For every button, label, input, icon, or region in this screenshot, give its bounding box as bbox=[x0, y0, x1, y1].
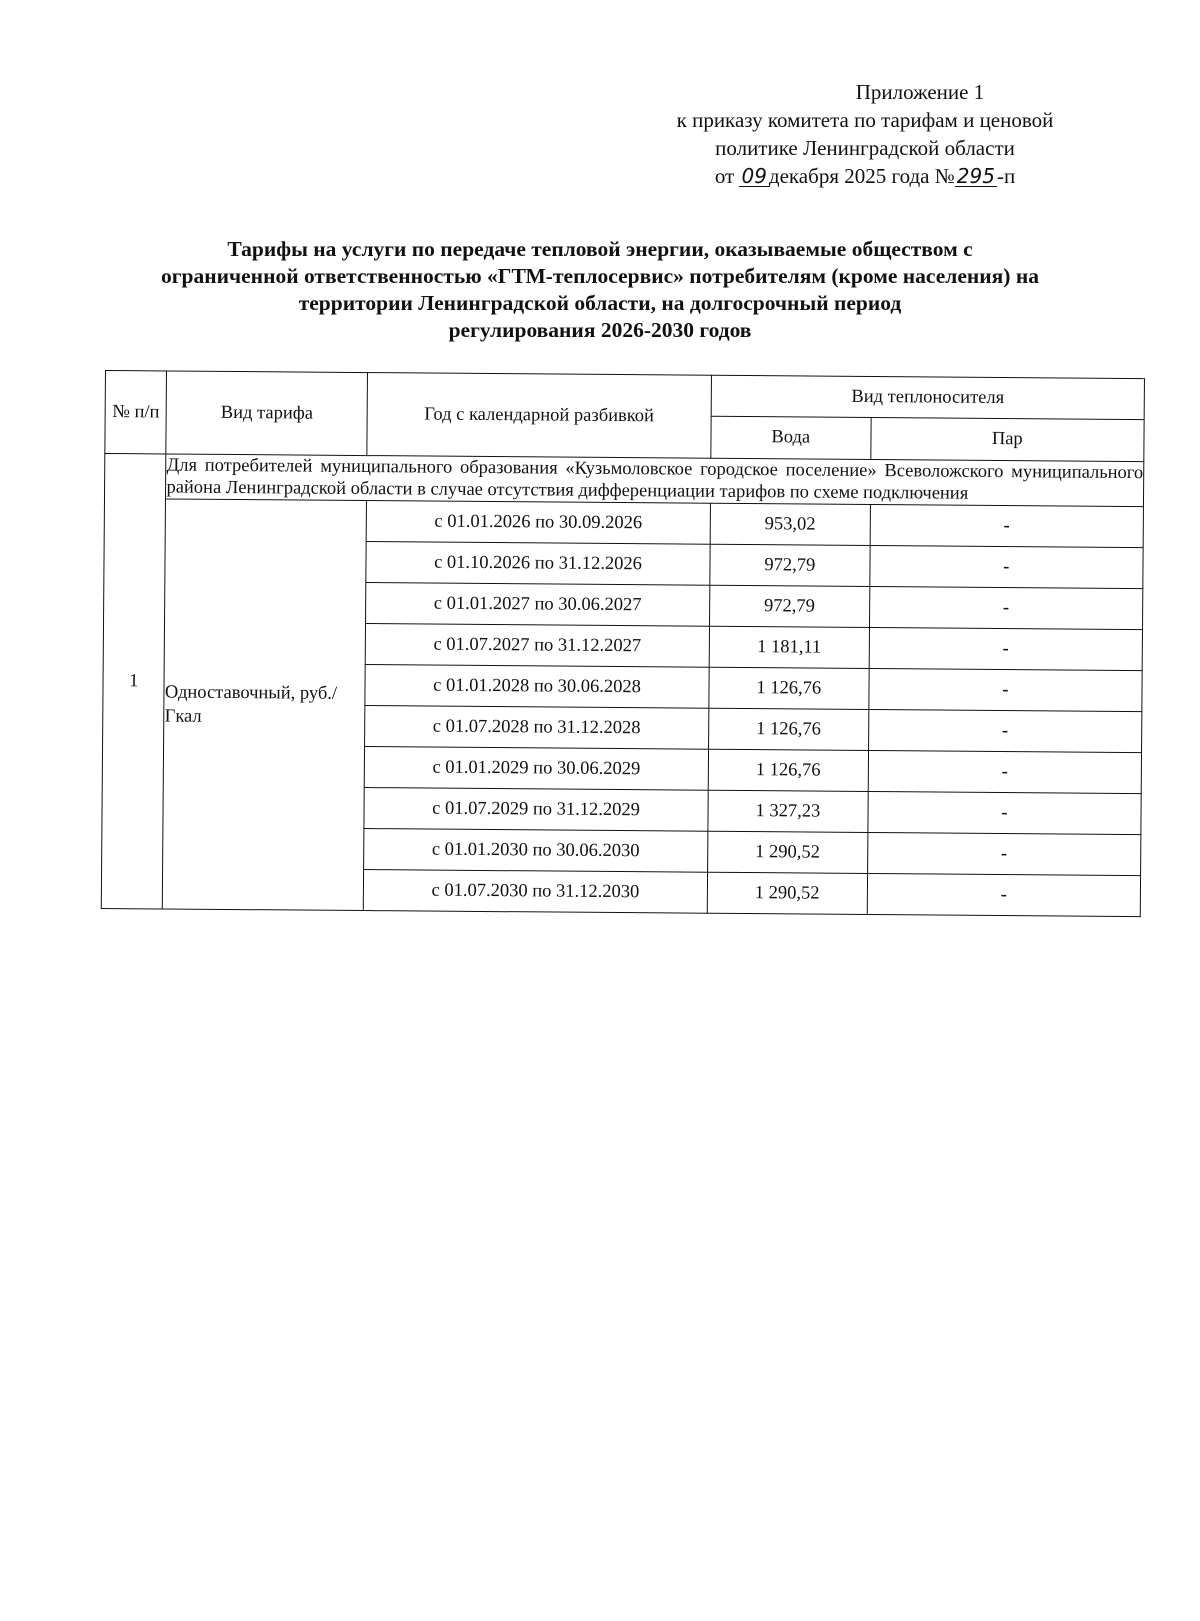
appendix-date-line bbox=[600, 162, 1130, 190]
title-line-4: регулирования 2026-2030 годов bbox=[448, 318, 752, 342]
appendix-line-3: политике Ленинградской области bbox=[715, 136, 1015, 160]
period-cell: с 01.07.2028 по 31.12.2028 bbox=[365, 706, 709, 750]
period-cell: с 01.07.2030 по 31.12.2030 bbox=[363, 870, 707, 914]
order-suffix: -п bbox=[996, 164, 1016, 188]
steam-value-cell: - bbox=[868, 792, 1142, 835]
period-cell: с 01.10.2026 по 31.12.2026 bbox=[366, 542, 710, 586]
period-cell: с 01.07.2027 по 31.12.2027 bbox=[365, 624, 709, 668]
title-line-3: территории Ленинградской области, на долгосрочный период bbox=[298, 291, 902, 315]
date-prefix: от bbox=[714, 164, 735, 188]
water-value-cell: 972,79 bbox=[709, 585, 869, 627]
header-carrier: Вид теплоносителя bbox=[711, 375, 1144, 419]
header-water: Вода bbox=[711, 416, 871, 459]
water-value-cell: 1 290,52 bbox=[707, 872, 867, 914]
handwritten-order-number: 295 bbox=[956, 164, 995, 188]
water-value-cell: 1 290,52 bbox=[708, 831, 868, 873]
document-title bbox=[80, 236, 1120, 344]
steam-value-cell: - bbox=[869, 669, 1143, 712]
title-line-1: Тарифы на услуги по передаче тепловой энергии, оказываемые обществом с bbox=[227, 237, 973, 261]
period-cell: с 01.01.2027 по 30.06.2027 bbox=[366, 583, 710, 627]
header-period: Год с календарной разбивкой bbox=[367, 373, 712, 459]
period-cell: с 01.07.2029 по 31.12.2029 bbox=[364, 788, 708, 832]
period-cell: с 01.01.2026 по 30.09.2026 bbox=[366, 501, 710, 545]
title-line-2: ограниченной ответственностью «ГТМ-теплосервис» потребителям (кроме населения) на bbox=[161, 264, 1039, 288]
water-value-cell: 1 126,76 bbox=[709, 708, 869, 750]
group-number: 1 bbox=[101, 454, 166, 909]
group-row bbox=[104, 454, 1143, 507]
period-cell: с 01.01.2030 по 30.06.2030 bbox=[364, 829, 708, 873]
period-cell: с 01.01.2028 по 30.06.2028 bbox=[365, 665, 709, 709]
water-value-cell: 1 126,76 bbox=[708, 749, 868, 791]
period-cell: с 01.01.2029 по 30.06.2029 bbox=[364, 747, 708, 791]
water-value-cell: 1 181,11 bbox=[709, 626, 869, 668]
header-steam: Пар bbox=[870, 418, 1144, 462]
header-number: № п/п bbox=[105, 371, 167, 454]
tariff-table bbox=[101, 370, 1145, 917]
appendix-header bbox=[600, 78, 1130, 190]
steam-value-cell: - bbox=[869, 546, 1143, 589]
tariff-type-cell: Одноставочный, руб./Гкал bbox=[163, 499, 367, 911]
steam-value-cell: - bbox=[867, 833, 1141, 876]
steam-value-cell: - bbox=[868, 710, 1142, 753]
steam-value-cell: - bbox=[867, 874, 1141, 917]
header-tariff-type: Вид тарифа bbox=[166, 371, 367, 456]
water-value-cell: 1 126,76 bbox=[709, 667, 869, 709]
date-rest: декабря 2025 года № bbox=[768, 164, 955, 188]
handwritten-day: 09 bbox=[741, 164, 767, 188]
header-row bbox=[105, 371, 1144, 420]
table-row bbox=[104, 498, 1143, 547]
group-description: Для потребителей муниципального образования «Кузьмоловское городское поселение» Всеволожского муниципального района Ленинградской области в случае отсутствия дифференциации тарифов по схеме подключения bbox=[166, 454, 1144, 507]
steam-value-cell: - bbox=[869, 587, 1143, 630]
steam-value-cell: - bbox=[868, 751, 1142, 794]
appendix-line-2: к приказу комитета по тарифам и ценовой bbox=[676, 108, 1054, 132]
steam-value-cell: - bbox=[870, 505, 1144, 548]
steam-value-cell: - bbox=[869, 628, 1143, 671]
appendix-line-1: Приложение 1 bbox=[855, 80, 985, 104]
water-value-cell: 1 327,23 bbox=[708, 790, 868, 832]
water-value-cell: 953,02 bbox=[710, 503, 870, 545]
water-value-cell: 972,79 bbox=[710, 544, 870, 586]
